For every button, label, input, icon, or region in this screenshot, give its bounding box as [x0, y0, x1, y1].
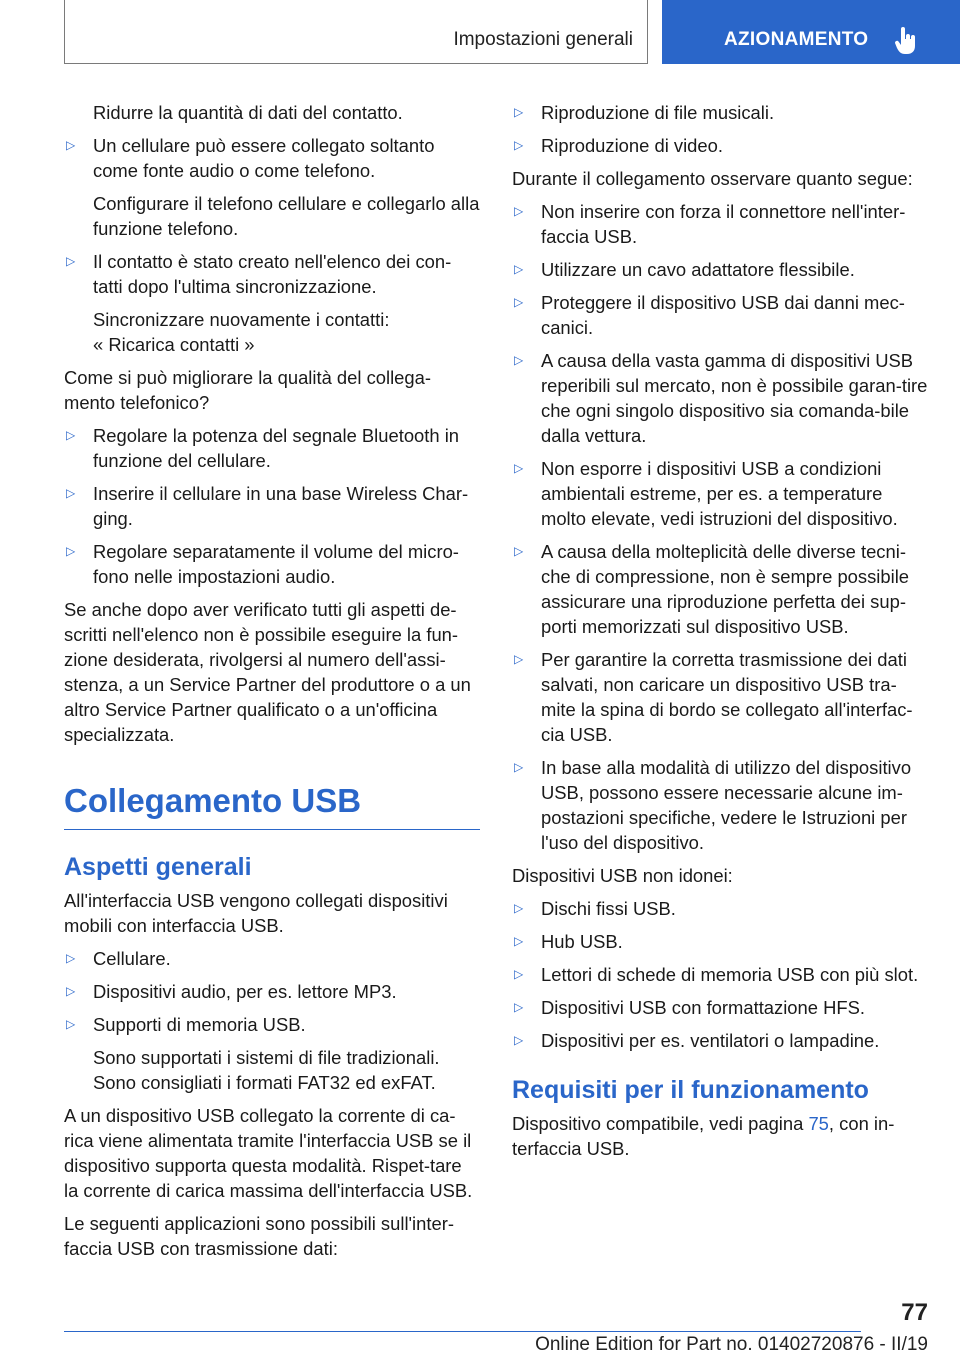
list-item: ▷ Inserire il cellulare in una base Wireless Char‐ging.: [66, 483, 469, 529]
subsection-heading: Aspetti generali: [64, 853, 252, 881]
page-reference-link[interactable]: 75: [808, 1113, 829, 1134]
bullet-triangle-icon: ▷: [514, 1000, 524, 1014]
bullet-triangle-icon: ▷: [514, 901, 524, 915]
section-heading: Collegamento USB: [64, 781, 480, 830]
list-item: ▷ Regolare la potenza del segnale Bluetooth in funzione del cellulare.: [66, 425, 460, 471]
bullet-triangle-icon: ▷: [514, 760, 524, 774]
subsection-heading: Requisiti per il funzionamento: [512, 1076, 869, 1104]
paragraph: Configurare il telefono cellulare e collegarlo alla funzione telefono.: [93, 193, 480, 239]
paragraph: Sono supportati i sistemi di file tradizionali. Sono consigliati i formati FAT32 ed exFAT.: [93, 1047, 440, 1093]
bullet-triangle-icon: ▷: [514, 105, 524, 119]
list-item: ▷ Supporti di memoria USB.: [66, 1014, 306, 1035]
paragraph: All'interfaccia USB vengono collegati dispositivi mobili con interfaccia USB.: [64, 890, 448, 936]
bullet-triangle-icon: ▷: [66, 1017, 76, 1031]
bullet-triangle-icon: ▷: [66, 486, 76, 500]
list-item: ▷ Il contatto è stato creato nell'elenco dei con‐tatti dopo l'ultima sincronizzazione.: [66, 251, 452, 297]
paragraph: Sincronizzare nuovamente i contatti:: [93, 309, 390, 330]
bullet-triangle-icon: ▷: [66, 254, 76, 268]
bullet-triangle-icon: ▷: [514, 461, 524, 475]
list-item: ▷ Riproduzione di file musicali.: [514, 102, 775, 123]
paragraph: A un dispositivo USB collegato la corrente di ca‐rica viene alimentata tramite l'interfaccia USB se il dispositivo supporta questa modalità. Rispet‐tare la corrente di carica massima dell'interfaccia USB.: [64, 1105, 473, 1201]
bullet-triangle-icon: ▷: [514, 295, 524, 309]
paragraph: Dispositivo compatibile, vedi pagina 75, con in‐terfaccia USB.: [512, 1113, 895, 1159]
list-item: ▷ Proteggere il dispositivo USB dai danni mec‐canici.: [514, 292, 905, 338]
list-item: ▷ Utilizzare un cavo adattatore flessibile.: [514, 259, 855, 280]
bullet-triangle-icon: ▷: [514, 967, 524, 981]
bullet-triangle-icon: ▷: [514, 934, 524, 948]
list-item: ▷ A causa della molteplicità delle diverse tecni‐che di compressione, non è sempre possibile assicurare una riproduzione perfetta dei sup‐porti memorizzati sul dispositivo USB.: [514, 541, 910, 637]
header-chapter-label: AZIONAMENTO: [724, 29, 869, 50]
bullet-triangle-icon: ▷: [66, 951, 76, 965]
paragraph: Ridurre la quantità di dati del contatto.: [93, 102, 403, 123]
bullet-triangle-icon: ▷: [66, 544, 76, 558]
paragraph: Durante il collegamento osservare quanto segue:: [512, 168, 913, 189]
paragraph: Come si può migliorare la qualità del collega‐mento telefonico?: [64, 367, 431, 413]
bullet-triangle-icon: ▷: [514, 1033, 524, 1047]
bullet-triangle-icon: ▷: [514, 544, 524, 558]
header-section-label: Impostazioni generali: [453, 29, 633, 50]
list-item: ▷ Per garantire la corretta trasmissione dei dati salvati, non caricare un dispositivo USB tra‐mite la spina di bordo se collegato all'interfac‐cia USB.: [514, 649, 913, 745]
bullet-triangle-icon: ▷: [514, 262, 524, 276]
list-item: ▷ Non inserire con forza il connettore nell'inter‐faccia USB.: [514, 201, 906, 247]
list-item: ▷ Cellulare.: [66, 948, 171, 969]
header-chapter-tab: [662, 0, 960, 64]
bullet-triangle-icon: ▷: [514, 138, 524, 152]
paragraph: Dispositivi USB non idonei:: [512, 865, 733, 886]
paragraph: Se anche dopo aver verificato tutti gli aspetti de‐scritti nell'elenco non è possibile eseguire la fun‐zione desiderata, rivolgersi al numero dell'assi‐stenza, a un Service Partner del produttore o a un altro Service Partner qualificato o a un'officina specializzata.: [64, 599, 471, 745]
list-item: ▷ Dispositivi audio, per es. lettore MP3.: [66, 981, 397, 1002]
list-item: ▷ Non esporre i dispositivi USB a condizioni ambientali estreme, per es. a temperature molto elevate, vedi istruzioni del dispositivo.: [514, 458, 898, 529]
list-item: ▷ Lettori di schede di memoria USB con più slot.: [514, 964, 919, 985]
list-item: ▷ Un cellulare può essere collegato soltanto come fonte audio o come telefono.: [66, 135, 435, 181]
bullet-triangle-icon: ▷: [66, 428, 76, 442]
paragraph: « Ricarica contatti »: [93, 334, 255, 355]
list-item: ▷ Dispositivi per es. ventilatori o lampadine.: [514, 1030, 880, 1051]
list-item: ▷ Dischi fissi USB.: [514, 898, 676, 919]
bullet-triangle-icon: ▷: [514, 353, 524, 367]
header-section-tab: [64, 0, 648, 64]
list-item: ▷ A causa della vasta gamma di dispositivi USB reperibili sul mercato, non è possibile garan‐tire che ogni singolo dispositivo sia comanda‐bile dalla vettura.: [514, 350, 928, 446]
page-number: 77: [901, 1299, 928, 1326]
list-item: ▷ Regolare separatamente il volume del micro‐fono nelle impostazioni audio.: [66, 541, 459, 587]
left-column: [64, 100, 480, 1269]
right-column: [512, 100, 928, 1169]
bullet-triangle-icon: ▷: [514, 204, 524, 218]
paragraph: Le seguenti applicazioni sono possibili sull'inter‐faccia USB con trasmissione dati:: [64, 1213, 454, 1259]
list-item: ▷ Dispositivi USB con formattazione HFS.: [514, 997, 865, 1018]
bullet-triangle-icon: ▷: [66, 984, 76, 998]
bullet-triangle-icon: ▷: [66, 138, 76, 152]
list-item: ▷ In base alla modalità di utilizzo del dispositivo USB, possono essere necessarie alcune im‐postazioni specifiche, vedere le Istruzioni per l'uso del dispositivo.: [514, 757, 912, 853]
bullet-triangle-icon: ▷: [514, 652, 524, 666]
hand-pointer-icon: [895, 27, 917, 55]
footer-edition-text: Online Edition for Part no. 01402720876 - II/19: [535, 1334, 928, 1355]
list-item: ▷ Riproduzione di video.: [514, 135, 723, 156]
footer-divider: [64, 1331, 861, 1332]
list-item: ▷ Hub USB.: [514, 931, 623, 952]
